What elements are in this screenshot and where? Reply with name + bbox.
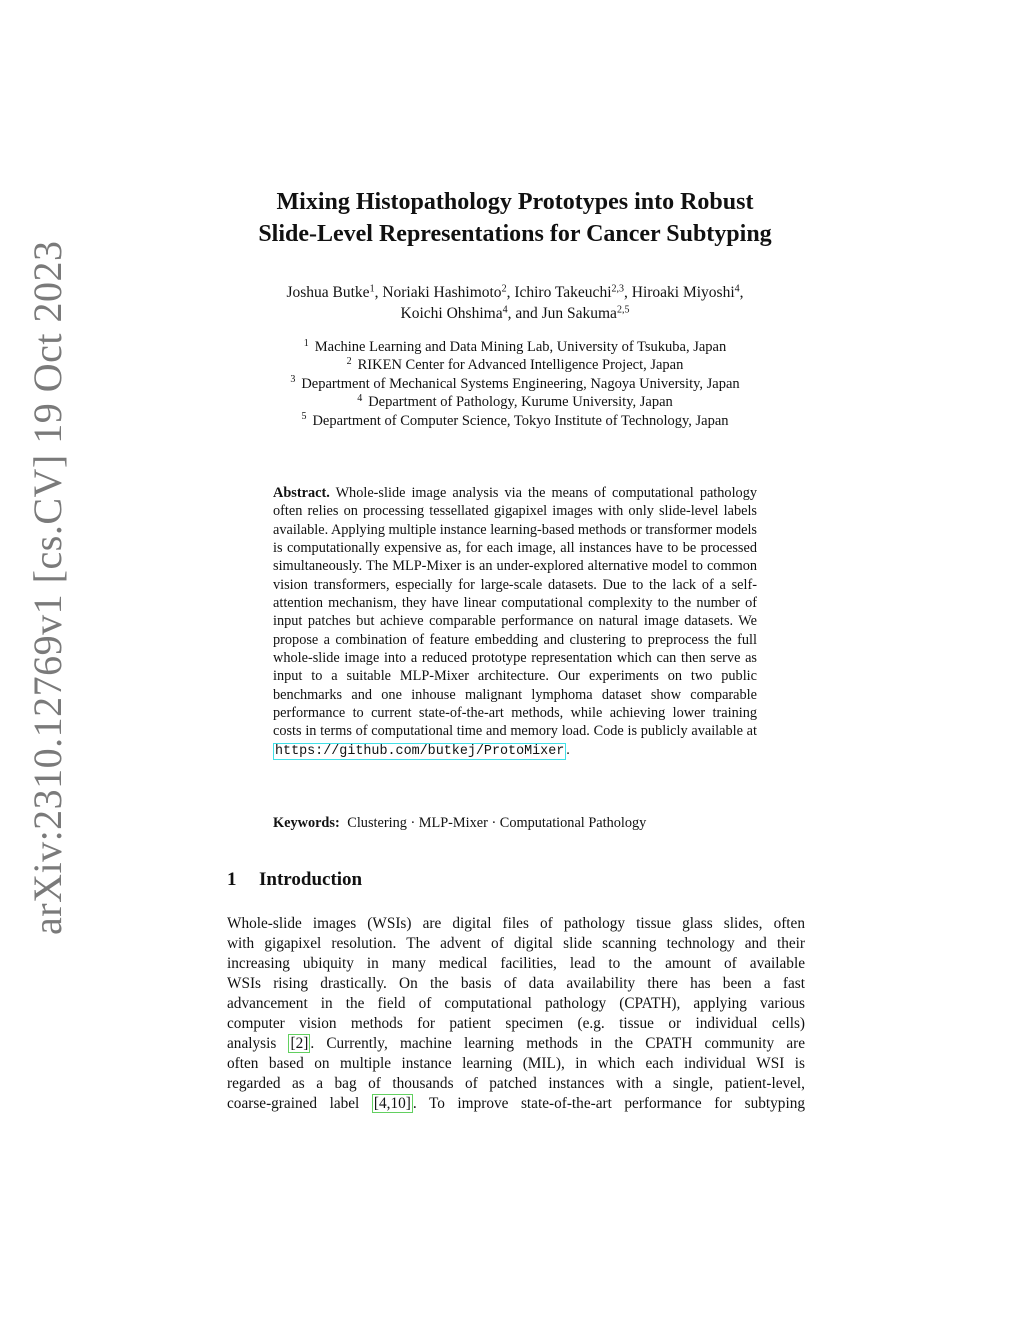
- author-affiliation-mark: 1: [369, 283, 375, 295]
- author-name: , Noriaki Hashimoto: [374, 284, 502, 301]
- author-list: [150, 282, 880, 324]
- intro-text: analysis: [227, 1035, 289, 1052]
- affiliation-number: 3: [290, 374, 296, 386]
- intro-line: Whole-slide images (WSIs) are digital files of pathology tissue glass slides, often: [227, 915, 805, 932]
- affiliation-item: [150, 393, 880, 411]
- affiliation-text: Department of Pathology, Kurume University, Japan: [368, 394, 673, 411]
- affiliation-number: 1: [303, 337, 309, 349]
- author-line-1: [150, 282, 880, 303]
- author-name: , Hiroaki Miyoshi: [624, 284, 735, 301]
- affiliation-text: Department of Mechanical Systems Engineering, Nagoya University, Japan: [301, 375, 740, 392]
- author-separator: ,: [739, 284, 744, 301]
- title-line-1: Mixing Histopathology Prototypes into Robust: [276, 189, 754, 215]
- affiliation-text: RIKEN Center for Advanced Intelligence Project, Japan: [357, 357, 684, 374]
- affiliation-number: 2: [346, 355, 352, 367]
- intro-line: often based on multiple instance learning (MIL), in which each individual WSI is: [227, 1055, 805, 1072]
- keywords-label: Keywords:: [273, 815, 340, 831]
- citation-link[interactable]: [2]: [290, 1035, 309, 1052]
- author-name: , Ichiro Takeuchi: [506, 284, 612, 301]
- affiliation-number: 4: [357, 392, 363, 404]
- intro-line: [227, 1094, 805, 1114]
- section-title: Introduction: [259, 869, 363, 890]
- affiliation-number: 5: [301, 411, 307, 423]
- keywords: [273, 814, 757, 832]
- intro-text: . Currently, machine learning methods in the CPATH community are: [310, 1035, 805, 1052]
- author-affiliation-mark: 2,5: [616, 304, 630, 316]
- intro-line: increasing ubiquity in many medical facilities, lead to the amount of available: [227, 955, 805, 972]
- keywords-text: Clustering · MLP-Mixer · Computational Pathology: [347, 815, 647, 831]
- abstract-end: .: [566, 741, 570, 758]
- affiliation-item: [150, 338, 880, 356]
- abstract-label: Abstract.: [273, 485, 330, 501]
- title-line-2: Slide-Level Representations for Cancer Subtyping: [258, 221, 772, 247]
- author-line-2: [150, 303, 880, 324]
- author-affiliation-mark: 4: [502, 304, 508, 316]
- affiliation-item: [150, 412, 880, 430]
- code-repository-link[interactable]: https://github.com/butkej/ProtoMixer: [275, 743, 565, 759]
- intro-line: advancement in the field of computational pathology (CPATH), applying various: [227, 995, 805, 1012]
- abstract: [273, 484, 757, 761]
- author-affiliation-mark: 2,3: [611, 283, 624, 295]
- author-affiliation-mark: 4: [734, 283, 740, 295]
- section-number: 1: [227, 869, 237, 890]
- author-name: , and Jun Sakuma: [507, 305, 617, 322]
- intro-line: with gigapixel resolution. The advent of digital slide scanning technology and their: [227, 935, 805, 952]
- abstract-body: Whole-slide image analysis via the means of computational pathology often relies on processing tessellated gigapixel images with only slide-level labels available. Applying multiple instance learning-based methods or transformer models is computationally expensive as, for each image, all instances have to be processed simultaneously. The MLP-Mixer is an under-explored alternative model to common vision transformers, especially for large-scale datasets. Due to the lack of a self-attention mechanism, they have linear computational complexity to the number of input patches but achieve comparable performance on natural image datasets. We propose a combination of feature embedding and clustering to preprocess the full whole-slide image into a reduced prototype representation which can then serve as input to a suitable MLP-Mixer architecture. Our experiments on two public benchmarks and one inhouse malignant lymphoma dataset show comparable performance to current state-of-the-art methods, while achieving lower training costs in terms of computational time and memory load. Code is publicly available at: [273, 485, 757, 740]
- intro-line: [227, 1034, 805, 1054]
- affiliation-text: Machine Learning and Data Mining Lab, University of Tsukuba, Japan: [314, 339, 727, 355]
- intro-text: coarse-grained label: [227, 1095, 372, 1112]
- affiliation-item: [150, 356, 880, 374]
- author-name: Koichi Ohshima: [400, 305, 503, 322]
- affiliation-text: Department of Computer Science, Tokyo Institute of Technology, Japan: [312, 412, 729, 429]
- intro-text: . To improve state-of-the-art performance for subtyping: [412, 1095, 805, 1112]
- arxiv-identifier: arXiv:2310.12769v1 [cs.CV] 19 Oct 2023: [25, 240, 70, 935]
- intro-line: computer vision methods for patient specimen (e.g. tissue or individual cells): [227, 1015, 805, 1032]
- intro-line: regarded as a bag of thousands of patched instances with a single, patient-level,: [227, 1075, 805, 1092]
- paper-title: [150, 186, 880, 250]
- author-name: Joshua Butke: [286, 284, 370, 301]
- introduction-paragraph: [227, 914, 805, 1114]
- citation-link[interactable]: [4,10]: [373, 1095, 411, 1112]
- affiliation-list: [150, 338, 880, 430]
- affiliation-item: [150, 375, 880, 393]
- intro-line: WSIs rising drastically. On the basis of data availability there has been a fast: [227, 975, 805, 992]
- section-heading: [227, 868, 362, 892]
- author-affiliation-mark: 2: [501, 283, 507, 295]
